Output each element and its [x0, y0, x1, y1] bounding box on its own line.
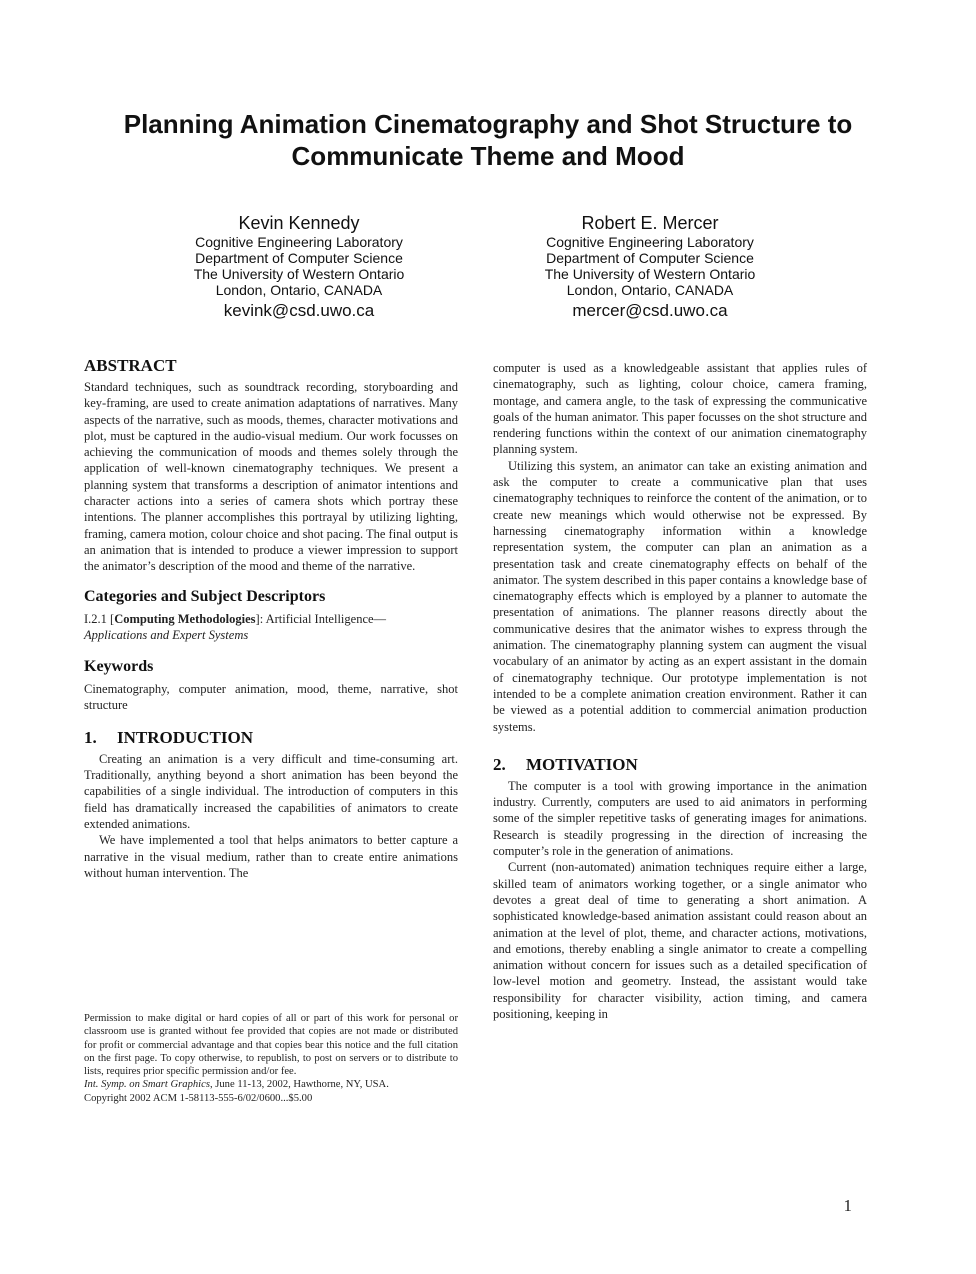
title-line-2: Communicate Theme and Mood	[291, 141, 685, 171]
paper-title	[60, 108, 916, 172]
keywords-heading: Keywords	[84, 658, 154, 676]
abstract-text: Standard techniques, such as soundtrack recording, storyboarding and key-framing, are used to create animation adaptations of narratives. Many aspects of the narrative, such as moods, themes, character motivations and plot, must be captured in the audio-visual medium. Our work focusses on achieving the communication of moods and themes solely through the application of well-known cinematography techniques. We present a planning system that transforms a description of animator intentions and character actions into a series of camera shots which portray these intentions. The planner accomplishes this portrayal by utilizing lighting, framing, camera motion, colour choice and shot pacing. The final output is an animation that is intended to produce a viewer impression to support the animator’s description of the mood and theme of the narrative.	[84, 380, 458, 574]
venue-line	[84, 1078, 458, 1091]
permission-block	[84, 1012, 458, 1105]
keywords-text: Cinematography, computer animation, mood, theme, narrative, shot structure	[84, 682, 458, 713]
permission-text: Permission to make digital or hard copies of all or part of this work for personal or classroom use is granted without fee provided that copies are not made or distributed for profit or commercial advantage and that copies bear this notice and the full citation on the first page. To copy otherwise, to republish, to post on servers or to distribute to lists, requires prior specific permission and/or fee.	[84, 1013, 458, 1078]
right-paragraph-2: Utilizing this system, an animator can take an existing animation and ask the computer to create a communicative plan that uses cinematography techniques to reinforce the content of the animation, or to create new meanings which would otherwise not be expressed. By harnessing cinematography information within a knowledge representation system, the computer can plan an animation as a presentation task and create cinematography effects on behalf of the animator. The system described in this paper contains a knowledge base of cinematography effects which is employed by a planner to automate the presentation of animations. The planner reasons directly about the communicative desires that the animator wishes to express through the animation. The cinematography planning system can augment the visual vocabulary of an animator by acting as an expert assistant in the domain of cinematography technique. Our prototype implementation is not intended to be a complete animation creation environment. Rather it can be viewed as a potential addition to commercial animation production systems.	[493, 458, 867, 734]
author-affiliation-university: The University of Western Ontario	[193, 266, 405, 282]
introduction-paragraph-1: Creating an animation is a very difficult and time-consuming art. Traditionally, anything beyond a short animation has been beyond the capabilities of a single individual. The introduction of computers in this field has dramatically increased the capabilities of animators to create extended animations.	[84, 751, 458, 831]
introduction-paragraph-2: We have implemented a tool that helps animators to better capture a narrative in the visual medium, rather than to create entire animations without human intervention. The	[84, 833, 458, 880]
motivation-paragraph-1: The computer is a tool with growing importance in the animation industry. Currently, computers are used to aid animators in performing some of the simpler repetitive tasks of generating images for animations. Research is steadily progressing in the direction of increasing the computer’s role in the generation of animations.	[493, 778, 867, 859]
categories-heading: Categories and Subject Descriptors	[84, 587, 326, 605]
author-affiliation-dept: Department of Computer Science	[546, 250, 754, 266]
author-email: mercer@csd.uwo.ca	[572, 301, 728, 320]
abstract-heading: ABSTRACT	[84, 356, 177, 375]
categories-bold: Computing Methodologies	[114, 611, 256, 626]
venue-name: Int. Symp. on Smart Graphics	[84, 1079, 210, 1091]
venue-details: , June 11-13, 2002, Hawthorne, NY, USA.	[209, 1079, 389, 1091]
author-email: kevink@csd.uwo.ca	[223, 301, 375, 320]
section-number: 2.	[493, 754, 506, 774]
categories-italic: Applications and Expert Systems	[84, 627, 249, 642]
introduction-heading	[84, 728, 458, 748]
author-affiliation-university: The University of Western Ontario	[544, 266, 756, 282]
author-affiliation-location: London, Ontario, CANADA	[215, 282, 383, 298]
author-affiliation-lab: Cognitive Engineering Laboratory	[546, 234, 754, 250]
motivation-paragraph-2: Current (non-automated) animation techniques require either a large, skilled team of animators working together, or a single animator who devotes a great deal of time to generating a short animation. A sophisticated knowledge-based animation assistant could reason about an animation at the level of plot, theme, and character actions, motivations, and emotions, thereby enabling a single animator to create a compelling animation without concern for issues such as a detailed specification of low-level motion and geometry. Instead, the assistant would take responsibility for character visibility, action timing, and camera positioning, keeping in	[493, 860, 867, 1021]
author-affiliation-location: London, Ontario, CANADA	[566, 282, 734, 298]
author-affiliation-dept: Department of Computer Science	[195, 250, 403, 266]
page-number: 1	[843, 1196, 852, 1215]
categories-rest: ]: Artificial Intelligence—	[255, 611, 387, 626]
motivation-heading	[493, 755, 867, 775]
section-title: INTRODUCTION	[117, 727, 254, 747]
title-line-1: Planning Animation Cinematography and Shot Structure to	[123, 109, 853, 139]
copyright-line: Copyright 2002 ACM 1-58113-555-6/02/0600...$5.00	[84, 1092, 313, 1104]
author-block-2	[485, 212, 815, 322]
right-paragraph-1: computer is used as a knowledgeable assistant that applies rules of cinematography, such as lighting, colour choice, camera framing, montage, and camera angle, to the task of expressing the communicative goals of the human animator. This paper focusses on the shot structure and rendering functions within the context of our animation cinematography planning system.	[493, 361, 867, 457]
author-name: Robert E. Mercer	[581, 213, 719, 233]
section-title: MOTIVATION	[526, 754, 638, 774]
left-column	[84, 356, 458, 881]
author-block-1	[134, 212, 464, 322]
categories-text	[84, 611, 458, 644]
right-column	[493, 360, 867, 1022]
section-number: 1.	[84, 727, 97, 747]
categories-code: I.2.1 [	[84, 611, 115, 626]
author-name: Kevin Kennedy	[238, 213, 360, 233]
author-affiliation-lab: Cognitive Engineering Laboratory	[195, 234, 403, 250]
